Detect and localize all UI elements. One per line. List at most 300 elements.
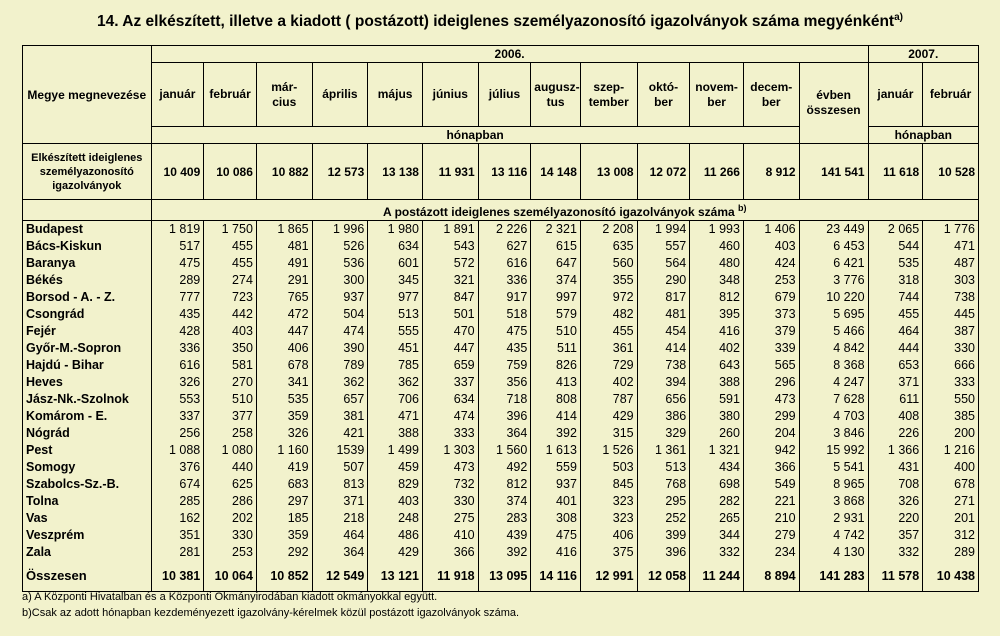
table-cell: 1 361 bbox=[637, 442, 690, 459]
table-cell: 504 bbox=[312, 306, 368, 323]
produced-value: 13 008 bbox=[580, 144, 637, 200]
table-cell: 416 bbox=[531, 544, 581, 561]
table-cell: 440 bbox=[204, 459, 257, 476]
table-cell: 344 bbox=[690, 527, 744, 544]
table-cell: 291 bbox=[256, 272, 312, 289]
table-cell: 729 bbox=[580, 357, 637, 374]
county-name: Bács-Kiskun bbox=[23, 238, 152, 255]
table-cell: 413 bbox=[531, 374, 581, 391]
table-cell: 535 bbox=[256, 391, 312, 408]
produced-value: 12 072 bbox=[637, 144, 690, 200]
table-cell: 374 bbox=[478, 493, 531, 510]
table-cell: 406 bbox=[580, 527, 637, 544]
table-cell: 1 613 bbox=[531, 442, 581, 459]
table-cell: 444 bbox=[868, 340, 923, 357]
table-cell: 553 bbox=[151, 391, 204, 408]
total-value: 8 894 bbox=[743, 561, 799, 592]
county-name: Szabolcs-Sz.-B. bbox=[23, 476, 152, 493]
table-cell: 386 bbox=[637, 408, 690, 425]
table-row bbox=[23, 493, 979, 510]
table-cell: 337 bbox=[151, 408, 204, 425]
table-cell: 424 bbox=[743, 255, 799, 272]
table-cell: 977 bbox=[368, 289, 423, 306]
table-cell: 829 bbox=[368, 476, 423, 493]
table-cell: 503 bbox=[580, 459, 637, 476]
table-cell: 3 846 bbox=[799, 425, 868, 442]
produced-value: 11 931 bbox=[422, 144, 478, 200]
table-cell: 286 bbox=[204, 493, 257, 510]
table-cell: 1 406 bbox=[743, 221, 799, 239]
table-cell: 459 bbox=[368, 459, 423, 476]
month-header-2006: április bbox=[312, 63, 368, 127]
table-cell: 296 bbox=[743, 374, 799, 391]
county-name: Heves bbox=[23, 374, 152, 391]
table-cell: 5 466 bbox=[799, 323, 868, 340]
table-row bbox=[23, 408, 979, 425]
produced-row-label: Elkészített ideiglenes személyazonosító igazolványok bbox=[23, 144, 152, 200]
table-cell: 419 bbox=[256, 459, 312, 476]
table-cell: 359 bbox=[256, 408, 312, 425]
table-cell: 997 bbox=[531, 289, 581, 306]
table-cell: 634 bbox=[422, 391, 478, 408]
table-cell: 718 bbox=[478, 391, 531, 408]
table-cell: 428 bbox=[151, 323, 204, 340]
table-cell: 299 bbox=[743, 408, 799, 425]
county-name: Tolna bbox=[23, 493, 152, 510]
table-cell: 1 526 bbox=[580, 442, 637, 459]
produced-value: 14 148 bbox=[531, 144, 581, 200]
table-row bbox=[23, 357, 979, 374]
table-cell: 337 bbox=[422, 374, 478, 391]
table-cell: 1 560 bbox=[478, 442, 531, 459]
table-cell: 937 bbox=[531, 476, 581, 493]
table-cell: 1 499 bbox=[368, 442, 423, 459]
total-value: 11 918 bbox=[422, 561, 478, 592]
table-cell: 486 bbox=[368, 527, 423, 544]
table-cell: 1 216 bbox=[923, 442, 979, 459]
table-cell: 357 bbox=[868, 527, 923, 544]
table-cell: 373 bbox=[743, 306, 799, 323]
month-header-2006: decem-ber bbox=[743, 63, 799, 127]
table-row bbox=[23, 510, 979, 527]
table-cell: 348 bbox=[690, 272, 744, 289]
month-header-2006: július bbox=[478, 63, 531, 127]
monthly-label-2007: hónapban bbox=[868, 127, 978, 144]
produced-value: 10 528 bbox=[923, 144, 979, 200]
table-cell: 937 bbox=[312, 289, 368, 306]
table-cell: 351 bbox=[151, 527, 204, 544]
table-row bbox=[23, 238, 979, 255]
table-row bbox=[23, 391, 979, 408]
table-cell: 339 bbox=[743, 340, 799, 357]
table-cell: 473 bbox=[743, 391, 799, 408]
table-cell: 536 bbox=[312, 255, 368, 272]
table-cell: 356 bbox=[478, 374, 531, 391]
table-cell: 511 bbox=[531, 340, 581, 357]
table-cell: 403 bbox=[743, 238, 799, 255]
table-cell: 387 bbox=[923, 323, 979, 340]
table-cell: 611 bbox=[868, 391, 923, 408]
table-cell: 162 bbox=[151, 510, 204, 527]
table-cell: 723 bbox=[204, 289, 257, 306]
table-cell: 501 bbox=[422, 306, 478, 323]
table-cell: 475 bbox=[478, 323, 531, 340]
table-cell: 290 bbox=[637, 272, 690, 289]
table-cell: 813 bbox=[312, 476, 368, 493]
table-cell: 253 bbox=[204, 544, 257, 561]
county-name: Békés bbox=[23, 272, 152, 289]
table-cell: 285 bbox=[151, 493, 204, 510]
table-cell: 390 bbox=[312, 340, 368, 357]
table-cell: 435 bbox=[478, 340, 531, 357]
table-row bbox=[23, 544, 979, 561]
table-cell: 481 bbox=[637, 306, 690, 323]
table-cell: 6 421 bbox=[799, 255, 868, 272]
table-cell: 416 bbox=[690, 323, 744, 340]
table-cell: 297 bbox=[256, 493, 312, 510]
table-cell: 403 bbox=[204, 323, 257, 340]
table-cell: 1 819 bbox=[151, 221, 204, 239]
table-cell: 336 bbox=[151, 340, 204, 357]
table-cell: 392 bbox=[478, 544, 531, 561]
table-cell: 657 bbox=[312, 391, 368, 408]
total-value: 11 244 bbox=[690, 561, 744, 592]
total-value: 14 116 bbox=[531, 561, 581, 592]
table-cell: 2 931 bbox=[799, 510, 868, 527]
table-cell: 4 247 bbox=[799, 374, 868, 391]
table-cell: 543 bbox=[422, 238, 478, 255]
table-cell: 679 bbox=[743, 289, 799, 306]
table-cell: 7 628 bbox=[799, 391, 868, 408]
total-row bbox=[23, 561, 979, 592]
table-cell: 362 bbox=[312, 374, 368, 391]
table-cell: 513 bbox=[368, 306, 423, 323]
table-cell: 15 992 bbox=[799, 442, 868, 459]
total-value: 13 095 bbox=[478, 561, 531, 592]
table-cell: 248 bbox=[368, 510, 423, 527]
table-cell: 518 bbox=[478, 306, 531, 323]
table-cell: 625 bbox=[204, 476, 257, 493]
year-total-header: évben összesen bbox=[799, 63, 868, 144]
table-cell: 455 bbox=[204, 238, 257, 255]
table-cell: 601 bbox=[368, 255, 423, 272]
table-cell: 698 bbox=[690, 476, 744, 493]
table-cell: 942 bbox=[743, 442, 799, 459]
table-row bbox=[23, 476, 979, 493]
month-header-2006: június bbox=[422, 63, 478, 127]
table-cell: 271 bbox=[923, 493, 979, 510]
table-cell: 789 bbox=[312, 357, 368, 374]
table-cell: 318 bbox=[868, 272, 923, 289]
monthly-label-2006: hónapban bbox=[151, 127, 799, 144]
produced-value: 8 912 bbox=[743, 144, 799, 200]
table-cell: 643 bbox=[690, 357, 744, 374]
table-cell: 326 bbox=[256, 425, 312, 442]
table-cell: 535 bbox=[868, 255, 923, 272]
table-cell: 445 bbox=[923, 306, 979, 323]
table-cell: 464 bbox=[312, 527, 368, 544]
table-cell: 917 bbox=[478, 289, 531, 306]
table-cell: 292 bbox=[256, 544, 312, 561]
table-cell: 464 bbox=[868, 323, 923, 340]
table-cell: 455 bbox=[580, 323, 637, 340]
table-cell: 281 bbox=[151, 544, 204, 561]
table-cell: 1 088 bbox=[151, 442, 204, 459]
table-cell: 635 bbox=[580, 238, 637, 255]
table-cell: 759 bbox=[478, 357, 531, 374]
table-cell: 1 321 bbox=[690, 442, 744, 459]
table-cell: 472 bbox=[256, 306, 312, 323]
table-cell: 434 bbox=[690, 459, 744, 476]
total-value: 141 283 bbox=[799, 561, 868, 592]
table-cell: 471 bbox=[923, 238, 979, 255]
table-cell: 1 993 bbox=[690, 221, 744, 239]
table-row bbox=[23, 289, 979, 306]
table-cell: 454 bbox=[637, 323, 690, 340]
table-cell: 817 bbox=[637, 289, 690, 306]
table-cell: 300 bbox=[312, 272, 368, 289]
total-label: Összesen bbox=[23, 561, 152, 592]
total-value: 12 549 bbox=[312, 561, 368, 592]
month-header-2006: január bbox=[151, 63, 204, 127]
table-cell: 402 bbox=[580, 374, 637, 391]
month-header-2006: már-cius bbox=[256, 63, 312, 127]
table-cell: 366 bbox=[422, 544, 478, 561]
table-cell: 330 bbox=[204, 527, 257, 544]
table-cell: 401 bbox=[531, 493, 581, 510]
table-cell: 226 bbox=[868, 425, 923, 442]
table-cell: 374 bbox=[531, 272, 581, 289]
table-cell: 812 bbox=[478, 476, 531, 493]
table-cell: 289 bbox=[923, 544, 979, 561]
table-cell: 380 bbox=[690, 408, 744, 425]
table-cell: 429 bbox=[580, 408, 637, 425]
table-cell: 385 bbox=[923, 408, 979, 425]
table-cell: 8 965 bbox=[799, 476, 868, 493]
table-row bbox=[23, 323, 979, 340]
table-cell: 275 bbox=[422, 510, 478, 527]
table-cell: 812 bbox=[690, 289, 744, 306]
table-cell: 377 bbox=[204, 408, 257, 425]
county-name: Baranya bbox=[23, 255, 152, 272]
table-cell: 308 bbox=[531, 510, 581, 527]
table-cell: 200 bbox=[923, 425, 979, 442]
table-cell: 279 bbox=[743, 527, 799, 544]
month-header-2007: január bbox=[868, 63, 923, 127]
table-cell: 376 bbox=[151, 459, 204, 476]
table-cell: 345 bbox=[368, 272, 423, 289]
table-cell: 616 bbox=[151, 357, 204, 374]
table-cell: 845 bbox=[580, 476, 637, 493]
county-name: Borsod - A. - Z. bbox=[23, 289, 152, 306]
table-cell: 260 bbox=[690, 425, 744, 442]
table-row bbox=[23, 255, 979, 272]
table-cell: 517 bbox=[151, 238, 204, 255]
table-cell: 560 bbox=[580, 255, 637, 272]
table-cell: 336 bbox=[478, 272, 531, 289]
county-name: Vas bbox=[23, 510, 152, 527]
table-row bbox=[23, 374, 979, 391]
table-cell: 5 541 bbox=[799, 459, 868, 476]
table-cell: 289 bbox=[151, 272, 204, 289]
table-cell: 362 bbox=[368, 374, 423, 391]
table-cell: 2 208 bbox=[580, 221, 637, 239]
table-cell: 388 bbox=[368, 425, 423, 442]
title-text: 14. Az elkészített, illetve a kiadott ( postázott) ideiglenes személyazonosító igazolványok száma megyénként bbox=[97, 13, 895, 31]
table-cell: 283 bbox=[478, 510, 531, 527]
table-cell: 375 bbox=[580, 544, 637, 561]
table-cell: 487 bbox=[923, 255, 979, 272]
total-value: 10 381 bbox=[151, 561, 204, 592]
table-cell: 185 bbox=[256, 510, 312, 527]
table-cell: 394 bbox=[637, 374, 690, 391]
table-cell: 366 bbox=[743, 459, 799, 476]
produced-value: 10 882 bbox=[256, 144, 312, 200]
table-cell: 364 bbox=[478, 425, 531, 442]
table-cell: 323 bbox=[580, 493, 637, 510]
total-value: 13 121 bbox=[368, 561, 423, 592]
table-cell: 475 bbox=[151, 255, 204, 272]
table-row bbox=[23, 221, 979, 239]
county-name: Jász-Nk.-Szolnok bbox=[23, 391, 152, 408]
table-cell: 510 bbox=[204, 391, 257, 408]
table-cell: 326 bbox=[868, 493, 923, 510]
table-cell: 435 bbox=[151, 306, 204, 323]
table-cell: 332 bbox=[868, 544, 923, 561]
table-cell: 295 bbox=[637, 493, 690, 510]
total-value: 10 438 bbox=[923, 561, 979, 592]
table-cell: 332 bbox=[690, 544, 744, 561]
table-cell: 8 368 bbox=[799, 357, 868, 374]
month-header-2006: szep-tember bbox=[580, 63, 637, 127]
table-row bbox=[23, 272, 979, 289]
produced-value: 11 618 bbox=[868, 144, 923, 200]
county-name: Hajdú - Bihar bbox=[23, 357, 152, 374]
table-cell: 395 bbox=[690, 306, 744, 323]
table-cell: 439 bbox=[478, 527, 531, 544]
table-cell: 513 bbox=[637, 459, 690, 476]
table-cell: 549 bbox=[743, 476, 799, 493]
table-cell: 475 bbox=[531, 527, 581, 544]
table-cell: 2 321 bbox=[531, 221, 581, 239]
table-cell: 491 bbox=[256, 255, 312, 272]
table-cell: 591 bbox=[690, 391, 744, 408]
table-cell: 210 bbox=[743, 510, 799, 527]
table-cell: 732 bbox=[422, 476, 478, 493]
table-cell: 526 bbox=[312, 238, 368, 255]
table-cell: 333 bbox=[923, 374, 979, 391]
county-name: Veszprém bbox=[23, 527, 152, 544]
county-name: Csongrád bbox=[23, 306, 152, 323]
table-cell: 429 bbox=[368, 544, 423, 561]
footnote-b: b)Csak az adott hónapban kezdeményezett igazolvány-kérelmek közül postázott igazolványok száma. bbox=[22, 607, 520, 619]
month-header-2006: októ-ber bbox=[637, 63, 690, 127]
produced-value: 10 409 bbox=[151, 144, 204, 200]
table-cell: 431 bbox=[868, 459, 923, 476]
table-cell: 204 bbox=[743, 425, 799, 442]
table-cell: 350 bbox=[204, 340, 257, 357]
produced-value: 11 266 bbox=[690, 144, 744, 200]
table-cell: 474 bbox=[422, 408, 478, 425]
table-cell: 1539 bbox=[312, 442, 368, 459]
table-row bbox=[23, 527, 979, 544]
table-cell: 579 bbox=[531, 306, 581, 323]
table-cell: 1 980 bbox=[368, 221, 423, 239]
table-cell: 471 bbox=[368, 408, 423, 425]
table-cell: 474 bbox=[312, 323, 368, 340]
table-cell: 972 bbox=[580, 289, 637, 306]
table-cell: 559 bbox=[531, 459, 581, 476]
table-cell: 442 bbox=[204, 306, 257, 323]
produced-value: 12 573 bbox=[312, 144, 368, 200]
table-cell: 647 bbox=[531, 255, 581, 272]
table-cell: 388 bbox=[690, 374, 744, 391]
table-cell: 330 bbox=[923, 340, 979, 357]
month-header-2006: augusz-tus bbox=[531, 63, 581, 127]
table-cell: 202 bbox=[204, 510, 257, 527]
table-cell: 666 bbox=[923, 357, 979, 374]
county-name: Budapest bbox=[23, 221, 152, 239]
table-cell: 777 bbox=[151, 289, 204, 306]
table-cell: 371 bbox=[868, 374, 923, 391]
table-cell: 1 160 bbox=[256, 442, 312, 459]
table-cell: 555 bbox=[368, 323, 423, 340]
table-cell: 674 bbox=[151, 476, 204, 493]
table-cell: 738 bbox=[637, 357, 690, 374]
footnote-a: a) A Központi Hivatalban és a Központi Okmányirodában kiadott okmányokkal együtt. bbox=[22, 591, 438, 603]
table-cell: 402 bbox=[690, 340, 744, 357]
table-cell: 507 bbox=[312, 459, 368, 476]
county-name: Győr-M.-Sopron bbox=[23, 340, 152, 357]
table-cell: 270 bbox=[204, 374, 257, 391]
table-cell: 23 449 bbox=[799, 221, 868, 239]
mailed-header-footnote-mark: b) bbox=[738, 203, 747, 213]
table-cell: 2 226 bbox=[478, 221, 531, 239]
table-cell: 1 366 bbox=[868, 442, 923, 459]
total-value: 10 064 bbox=[204, 561, 257, 592]
table-cell: 1 303 bbox=[422, 442, 478, 459]
table-cell: 785 bbox=[368, 357, 423, 374]
table-cell: 218 bbox=[312, 510, 368, 527]
table-cell: 451 bbox=[368, 340, 423, 357]
table-cell: 379 bbox=[743, 323, 799, 340]
table-cell: 480 bbox=[690, 255, 744, 272]
table-cell: 371 bbox=[312, 493, 368, 510]
table-cell: 473 bbox=[422, 459, 478, 476]
month-header-2006: május bbox=[368, 63, 423, 127]
table-cell: 1 996 bbox=[312, 221, 368, 239]
table-cell: 4 742 bbox=[799, 527, 868, 544]
title-footnote-mark: a) bbox=[894, 12, 903, 23]
table-row bbox=[23, 340, 979, 357]
table-cell: 1 776 bbox=[923, 221, 979, 239]
month-header-2006: február bbox=[204, 63, 257, 127]
table-cell: 403 bbox=[368, 493, 423, 510]
table-cell: 3 868 bbox=[799, 493, 868, 510]
county-name: Nógrád bbox=[23, 425, 152, 442]
table-cell: 400 bbox=[923, 459, 979, 476]
table-cell: 408 bbox=[868, 408, 923, 425]
table-cell: 359 bbox=[256, 527, 312, 544]
table-cell: 550 bbox=[923, 391, 979, 408]
total-value: 11 578 bbox=[868, 561, 923, 592]
mailed-header-spacer bbox=[23, 200, 152, 221]
table-cell: 381 bbox=[312, 408, 368, 425]
table-cell: 414 bbox=[637, 340, 690, 357]
year-2006-header: 2006. bbox=[151, 46, 868, 63]
table-cell: 615 bbox=[531, 238, 581, 255]
table-cell: 330 bbox=[422, 493, 478, 510]
